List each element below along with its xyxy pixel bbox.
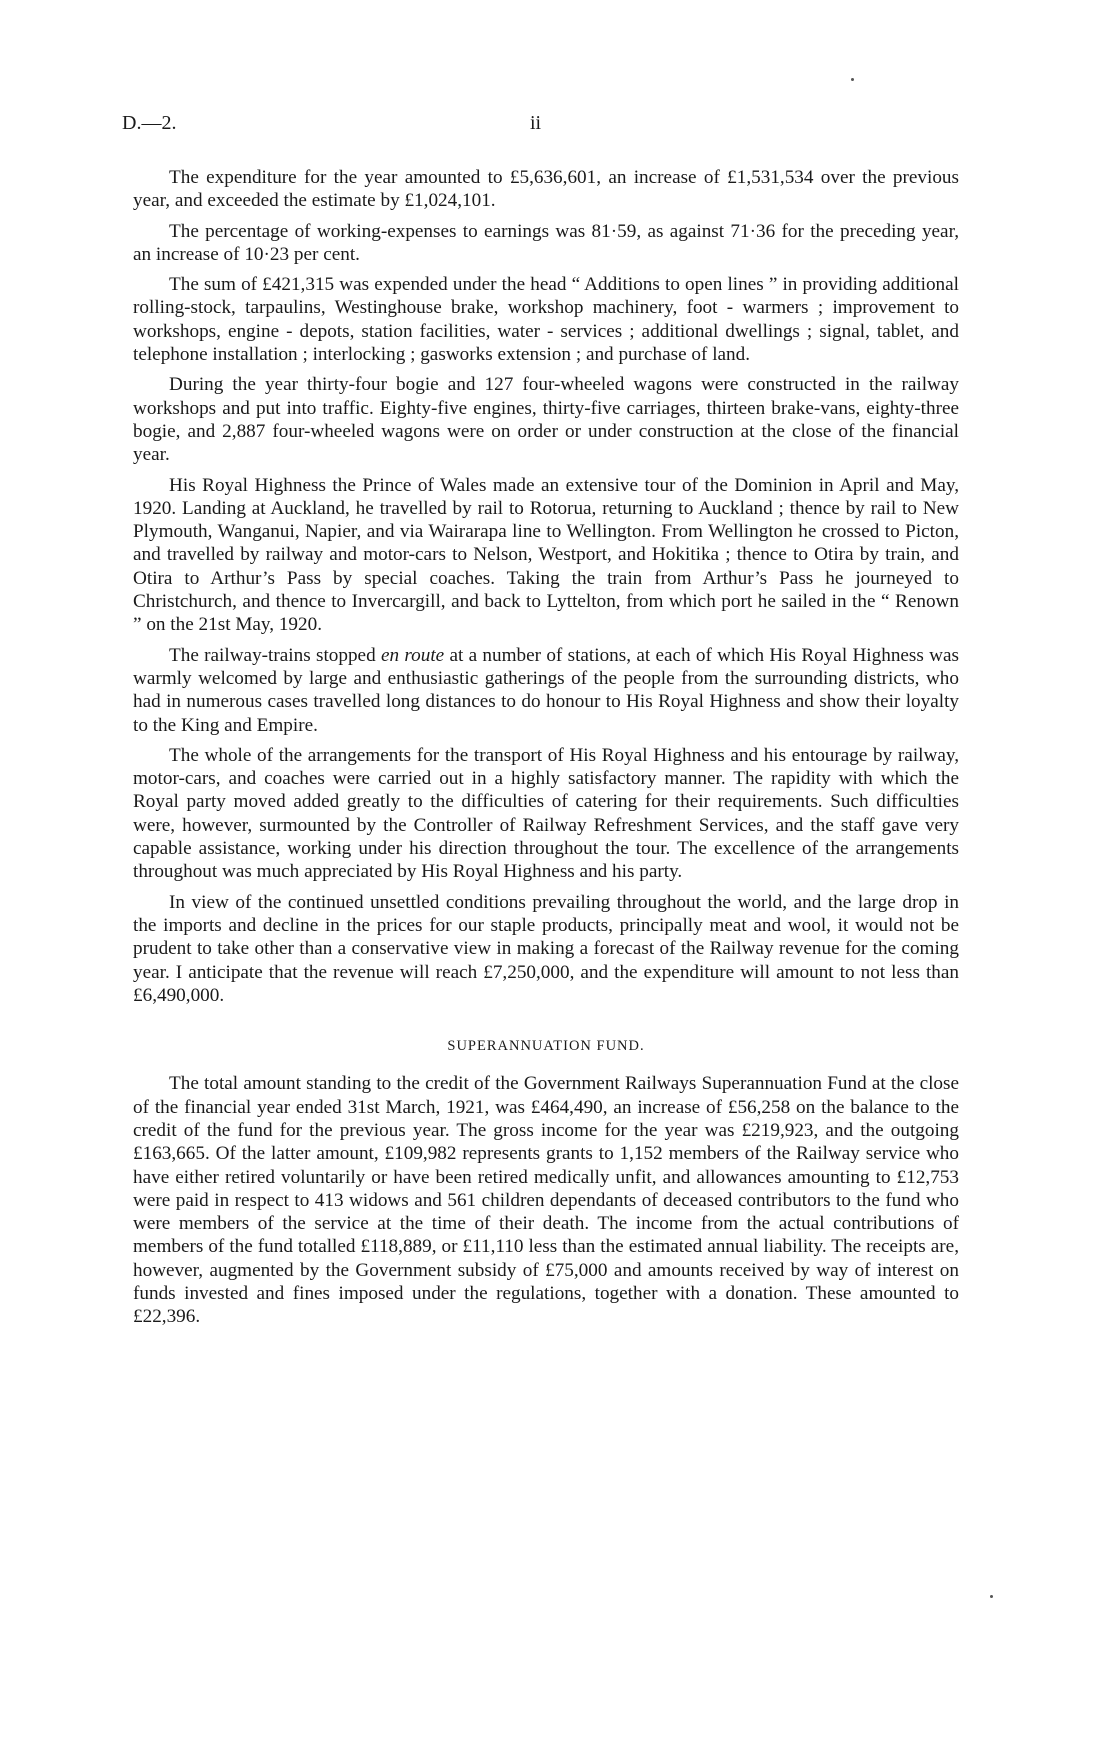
page-header <box>122 112 962 138</box>
paragraph-additions-to-open-lines: The sum of £421,315 was expended under the head “ Additions to open lines ” in providing additional rolling-stock, tarpaulins, Westinghouse brake, workshop machinery, foot - warmers ; improvement to workshops, engine - depots, station facilities, water - services ; additional dwellings ; signal, tablet, and telephone installation ; interlocking ; gasworks extension ; and purchase of land. <box>133 274 959 366</box>
paragraph-royal-tour: His Royal Highness the Prince of Wales made an extensive tour of the Dominion in April and May, 1920. Landing at Auckland, he travelled by rail to Rotorua, returning to Auckland ; thence by rail to New Plymouth, Wanganui, Napier, and via Wairarapa line to Wellington. From Wellington he crossed to Picton, and travelled by railway and motor-cars to Nelson, Westport, and Hokitika ; thence to Otira by train, and Otira to Arthur’s Pass by special coaches. Taking the train from Arthur’s Pass he journeyed to Christchurch, and thence to Invercargill, and back to Lyttelton, from which port he sailed in the “ Renown ” on the 21st May, 1920. <box>133 474 959 636</box>
scan-speck <box>990 1595 993 1598</box>
paragraph-expenditure: The expenditure for the year amounted to £5,636,601, an increase of £1,531,534 over the previous year, and exceeded the estimate by £1,024,101. <box>133 167 959 212</box>
paragraph-transport-arrangements: The whole of the arrangements for the transport of His Royal Highness and his entourage by railway, motor-cars, and coaches were carried out in a highly satisfactory manner. The rapidity with which the Royal party moved added greatly to the difficulties of catering for their requirements. Such difficulties were, however, surmounted by the Controller of Railway Refreshment Services, and the staff gave very capable assistance, working under his direction throughout the tour. The excellence of the arrangements throughout was much appreciated by His Royal Highness and his party. <box>133 744 959 883</box>
page-number: ii <box>530 112 542 134</box>
scan-speck <box>851 78 854 81</box>
section-heading: SUPERANNUATION FUND. <box>447 1038 645 1055</box>
paragraph-revenue-forecast: In view of the continued unsettled conditions prevailing throughout the world, and the large drop in the imports and decline in the prices for our staple products, principally meat and wool, it would not be prudent to take other than a conservative view in making a forecast of the Railway revenue for the coming year. I anticipate that the revenue will reach £7,250,000, and the expenditure will amount to not less than £6,490,000. <box>133 891 959 1006</box>
paragraph-working-expenses: The percentage of working-expenses to earnings was 81·59, as against 71·36 for the preceding year, an increase of 10·23 per cent. <box>133 220 959 265</box>
paragraph-text: at a number of stations, at each of which His Royal Highness was warmly welcomed by large and enthusiastic gatherings of the people from the surrounding districts, who had in numerous cases travelled long distances to do honour to His Royal Highness and show their loyalty to the King and Empire. <box>133 644 960 736</box>
paragraph-railway-trains <box>133 644 959 737</box>
document-body <box>133 166 959 1336</box>
paragraph-rolling-stock: During the year thirty-four bogie and 127 four-wheeled wagons were constructed in the railway workshops and put into traffic. Eighty-five engines, thirty-five carriages, thirteen brake-vans, eighty-three bogie, and 2,887 four-wheeled wagons were on order or under construction at the close of the financial year. <box>133 374 959 466</box>
paragraph-superannuation-fund: The total amount standing to the credit of the Government Railways Superannuation Fund at the close of the financial year ended 31st March, 1921, was £464,490, an increase of £56,258 on the balance to the credit of the fund for the previous year. The gross income for the year was £219,923, and the outgoing £163,665. Of the latter amount, £109,982 represents grants to 1,152 members of the Railway service who have either retired voluntarily or have been retired medically unfit, and allowances amounting to £12,753 were paid in respect to 413 widows and 561 children dependants of deceased contributors to the fund who were members of the service at the time of their death. The income from the actual contributions of members of the fund totalled £118,889, or £11,110 less than the estimated annual liability. The receipts are, however, augmented by the Government subsidy of £75,000 and amounts received by way of interest on funds invested and fines imposed under the regulations, together with a donation. These amounted to £22,396. <box>133 1073 959 1328</box>
italic-phrase: en route <box>380 644 445 666</box>
document-reference: D.—2. <box>122 112 177 134</box>
paragraph-text: The railway-trains stopped <box>169 644 381 666</box>
